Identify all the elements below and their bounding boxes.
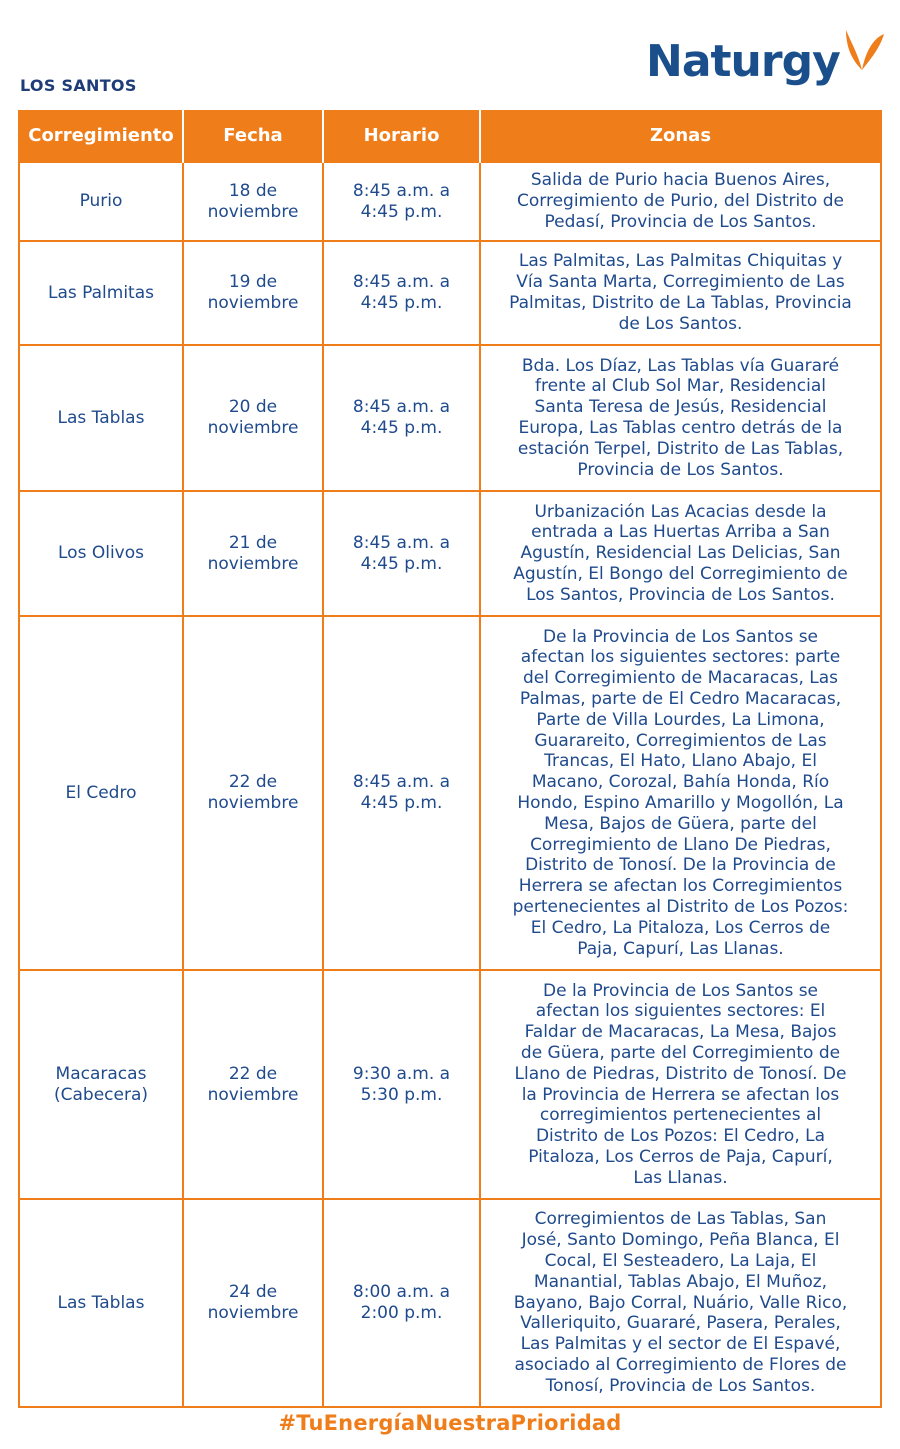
cell-text-line: Palmas, parte de El Cedro Macaracas, bbox=[519, 689, 842, 710]
corregimiento-cell bbox=[19, 162, 183, 241]
cell-text-line: del Corregimiento de Macaracas, Las bbox=[523, 668, 838, 689]
cell-text-line: Cocal, El Sesteadero, La Laja, El bbox=[544, 1251, 817, 1271]
cell-text-line: la Provincia de Herrera se afectan los bbox=[521, 1084, 840, 1105]
cell-text-line: Salida de Purio hacia Buenos Aires, bbox=[530, 170, 831, 191]
cell-text-line: Bayano, Bajo Corral, Nuário, Valle Rico, bbox=[513, 1292, 848, 1313]
cell-text-line: 5:30 p.m. bbox=[360, 1084, 443, 1105]
cell-text-line: Provincia de Los Santos. bbox=[577, 459, 784, 480]
zonas-cell bbox=[480, 1199, 881, 1407]
horario-cell bbox=[323, 162, 480, 241]
zonas-cell bbox=[480, 970, 881, 1199]
corregimiento-cell bbox=[19, 970, 183, 1199]
cell-text-line: Valleriquito, Guararé, Pasera, Perales, bbox=[520, 1313, 841, 1334]
cell-text-line: Las Tablas bbox=[57, 1292, 145, 1313]
cell-text-line: Las Tablas bbox=[57, 407, 145, 428]
cell-text-line: entrada a Las Huertas Arriba a San bbox=[531, 522, 830, 543]
table-row bbox=[19, 162, 881, 241]
cell-text-line: Los Olivos bbox=[58, 543, 144, 564]
cell-text-line: Paja, Capurí, Las Llanas. bbox=[577, 938, 784, 959]
cell-text-line: Manantial, Tablas Abajo, El Muñoz, bbox=[533, 1271, 828, 1292]
cell-text-line: noviembre bbox=[207, 1303, 299, 1323]
table-row bbox=[19, 1199, 881, 1407]
cell-text-line: Llano de Piedras, Distrito de Tonosí. De bbox=[514, 1063, 847, 1084]
fecha-cell bbox=[183, 616, 323, 970]
brand-name: Naturgy bbox=[646, 36, 840, 87]
cell-text-line: 8:45 a.m. a bbox=[352, 180, 451, 201]
header-zonas: Zonas bbox=[480, 110, 881, 162]
cell-text-line: Purio bbox=[79, 191, 123, 212]
zonas-cell bbox=[480, 241, 881, 345]
cell-text-line: noviembre bbox=[207, 418, 299, 438]
cell-text-line: Santa Teresa de Jesús, Residencial bbox=[534, 397, 827, 418]
cell-text-line: Macano, Corozal, Bahía Honda, Río bbox=[531, 772, 830, 793]
campaign-hashtag: #TuEnergíaNuestraPrioridad bbox=[278, 1411, 622, 1435]
header-fecha: Fecha bbox=[183, 110, 323, 162]
zonas-cell bbox=[480, 616, 881, 970]
cell-text-line: Distrito de Los Pozos: El Cedro, La bbox=[535, 1126, 826, 1147]
butterfly-icon bbox=[840, 28, 886, 72]
corregimiento-cell bbox=[19, 1199, 183, 1407]
cell-text-line: 8:45 a.m. a bbox=[352, 532, 451, 553]
fecha-cell bbox=[183, 162, 323, 241]
cell-text-line: 22 de bbox=[228, 1063, 278, 1084]
cell-text-line: Distrito de Tonosí. De la Provincia de bbox=[525, 855, 836, 876]
header-horario: Horario bbox=[323, 110, 480, 162]
cell-text-line: José, Santo Domingo, Peña Blanca, El bbox=[521, 1230, 840, 1251]
table-row bbox=[19, 491, 881, 616]
cell-text-line: El Cedro bbox=[65, 782, 137, 803]
table-header-row bbox=[19, 110, 881, 162]
cell-text-line: Herrera se afectan los Corregimientos bbox=[518, 876, 843, 897]
cell-text-line: noviembre bbox=[207, 293, 299, 313]
fecha-cell bbox=[183, 970, 323, 1199]
table-row bbox=[19, 241, 881, 345]
cell-text-line: Corregimiento de Llano De Piedras, bbox=[530, 834, 831, 855]
table-row bbox=[19, 345, 881, 491]
cell-text-line: asociado al Corregimiento de Flores de bbox=[514, 1354, 847, 1375]
corregimiento-cell bbox=[19, 241, 183, 345]
cell-text-line: Las Palmitas y el sector de El Espavé, bbox=[520, 1334, 841, 1355]
cell-text-line: 18 de bbox=[228, 180, 278, 201]
cell-text-line: Urbanización Las Acacias desde la bbox=[534, 501, 827, 522]
cell-text-line: Las Llanas. bbox=[633, 1167, 728, 1188]
cell-text-line: Las Palmitas, Las Palmitas Chiquitas y bbox=[518, 251, 843, 272]
cell-text-line: corregimientos pertenecientes al bbox=[539, 1105, 822, 1126]
cell-text-line: Los Santos, Provincia de Los Santos. bbox=[526, 584, 835, 605]
cell-text-line: 21 de bbox=[228, 532, 278, 553]
cell-text-line: Hondo, Espino Amarillo y Mogollón, La bbox=[517, 793, 844, 813]
horario-cell bbox=[323, 616, 480, 970]
cell-text-line: Agustín, El Bongo del Corregimiento de bbox=[513, 563, 848, 584]
corregimiento-cell bbox=[19, 491, 183, 616]
header-corregimiento: Corregimiento bbox=[19, 110, 183, 162]
cell-text-line: noviembre bbox=[207, 793, 299, 813]
cell-text-line: Trancas, El Hato, Llano Abajo, El bbox=[544, 751, 817, 772]
horario-cell bbox=[323, 1199, 480, 1407]
cell-text-line: 20 de bbox=[228, 397, 278, 418]
cell-text-line: de Los Santos. bbox=[618, 313, 743, 334]
fecha-cell bbox=[183, 241, 323, 345]
cell-text-line: 4:45 p.m. bbox=[360, 553, 443, 574]
fecha-cell bbox=[183, 1199, 323, 1407]
cell-text-line: afectan los siguientes sectores: parte bbox=[520, 647, 841, 668]
cell-text-line: 4:45 p.m. bbox=[360, 293, 443, 313]
corregimiento-cell bbox=[19, 616, 183, 970]
cell-text-line: Macaracas bbox=[55, 1063, 147, 1084]
cell-text-line: Corregimiento de Purio, del Distrito de bbox=[517, 191, 844, 212]
cell-text-line: noviembre bbox=[207, 201, 299, 222]
fecha-cell bbox=[183, 345, 323, 491]
cell-text-line: Corregimientos de Las Tablas, San bbox=[534, 1209, 827, 1230]
cell-text-line: Vía Santa Marta, Corregimiento de Las bbox=[516, 272, 845, 293]
region-title: LOS SANTOS bbox=[20, 76, 137, 95]
cell-text-line: de Güera, parte del Corregimiento de bbox=[520, 1042, 841, 1063]
cell-text-line: El Cedro, La Pitaloza, Los Cerros de bbox=[530, 917, 831, 938]
cell-text-line: 2:00 p.m. bbox=[360, 1303, 443, 1323]
cell-text-line: Bda. Los Díaz, Las Tablas vía Guararé bbox=[521, 355, 840, 376]
cell-text-line: (Cabecera) bbox=[53, 1084, 148, 1105]
horario-cell bbox=[323, 345, 480, 491]
cell-text-line: Faldar de Macaracas, La Mesa, Bajos bbox=[524, 1022, 837, 1043]
zonas-cell bbox=[480, 345, 881, 491]
cell-text-line: noviembre bbox=[207, 553, 299, 574]
cell-text-line: Palmitas, Distrito de La Tablas, Provincia bbox=[509, 293, 852, 313]
cell-text-line: 24 de bbox=[228, 1282, 278, 1303]
cell-text-line: frente al Club Sol Mar, Residencial bbox=[535, 376, 826, 397]
cell-text-line: noviembre bbox=[207, 1084, 299, 1105]
cell-text-line: 22 de bbox=[228, 772, 278, 793]
fecha-cell bbox=[183, 491, 323, 616]
cell-text-line: Agustín, Residencial Las Delicias, San bbox=[520, 543, 841, 564]
cell-text-line: 4:45 p.m. bbox=[360, 793, 443, 813]
cell-text-line: pertenecientes al Distrito de Los Pozos: bbox=[512, 896, 849, 917]
zonas-cell bbox=[480, 162, 881, 241]
corregimiento-cell bbox=[19, 345, 183, 491]
cell-text-line: 4:45 p.m. bbox=[360, 418, 443, 438]
cell-text-line: De la Provincia de Los Santos se bbox=[542, 626, 819, 647]
cell-text-line: 8:45 a.m. a bbox=[352, 772, 451, 793]
horario-cell bbox=[323, 491, 480, 616]
horario-cell bbox=[323, 970, 480, 1199]
cell-text-line: 8:00 a.m. a bbox=[352, 1282, 451, 1303]
cell-text-line: 8:45 a.m. a bbox=[352, 272, 451, 293]
horario-cell bbox=[323, 241, 480, 345]
cell-text-line: 9:30 a.m. a bbox=[352, 1063, 451, 1084]
cell-text-line: Pedasí, Provincia de Los Santos. bbox=[544, 211, 817, 232]
cell-text-line: Parte de Villa Lourdes, La Limona, bbox=[536, 709, 825, 730]
cell-text-line: Pitaloza, Los Cerros de Paja, Capurí, bbox=[528, 1146, 833, 1167]
outage-schedule-table bbox=[18, 110, 882, 1408]
cell-text-line: afectan los siguientes sectores: El bbox=[535, 1001, 826, 1022]
cell-text-line: Mesa, Bajos de Güera, parte del bbox=[544, 813, 817, 834]
cell-text-line: Las Palmitas bbox=[47, 282, 154, 303]
cell-text-line: 8:45 a.m. a bbox=[352, 397, 451, 418]
cell-text-line: Tonosí, Provincia de Los Santos. bbox=[545, 1375, 816, 1396]
cell-text-line: estación Terpel, Distrito de Las Tablas, bbox=[517, 438, 844, 459]
naturgy-logo bbox=[646, 30, 886, 94]
cell-text-line: De la Provincia de Los Santos se bbox=[542, 980, 819, 1001]
table-row bbox=[19, 616, 881, 970]
table-row bbox=[19, 970, 881, 1199]
cell-text-line: 4:45 p.m. bbox=[360, 201, 443, 222]
cell-text-line: 19 de bbox=[228, 272, 278, 293]
cell-text-line: Europa, Las Tablas centro detrás de la bbox=[518, 418, 843, 438]
cell-text-line: Guarareito, Corregimientos de Las bbox=[534, 730, 827, 751]
zonas-cell bbox=[480, 491, 881, 616]
